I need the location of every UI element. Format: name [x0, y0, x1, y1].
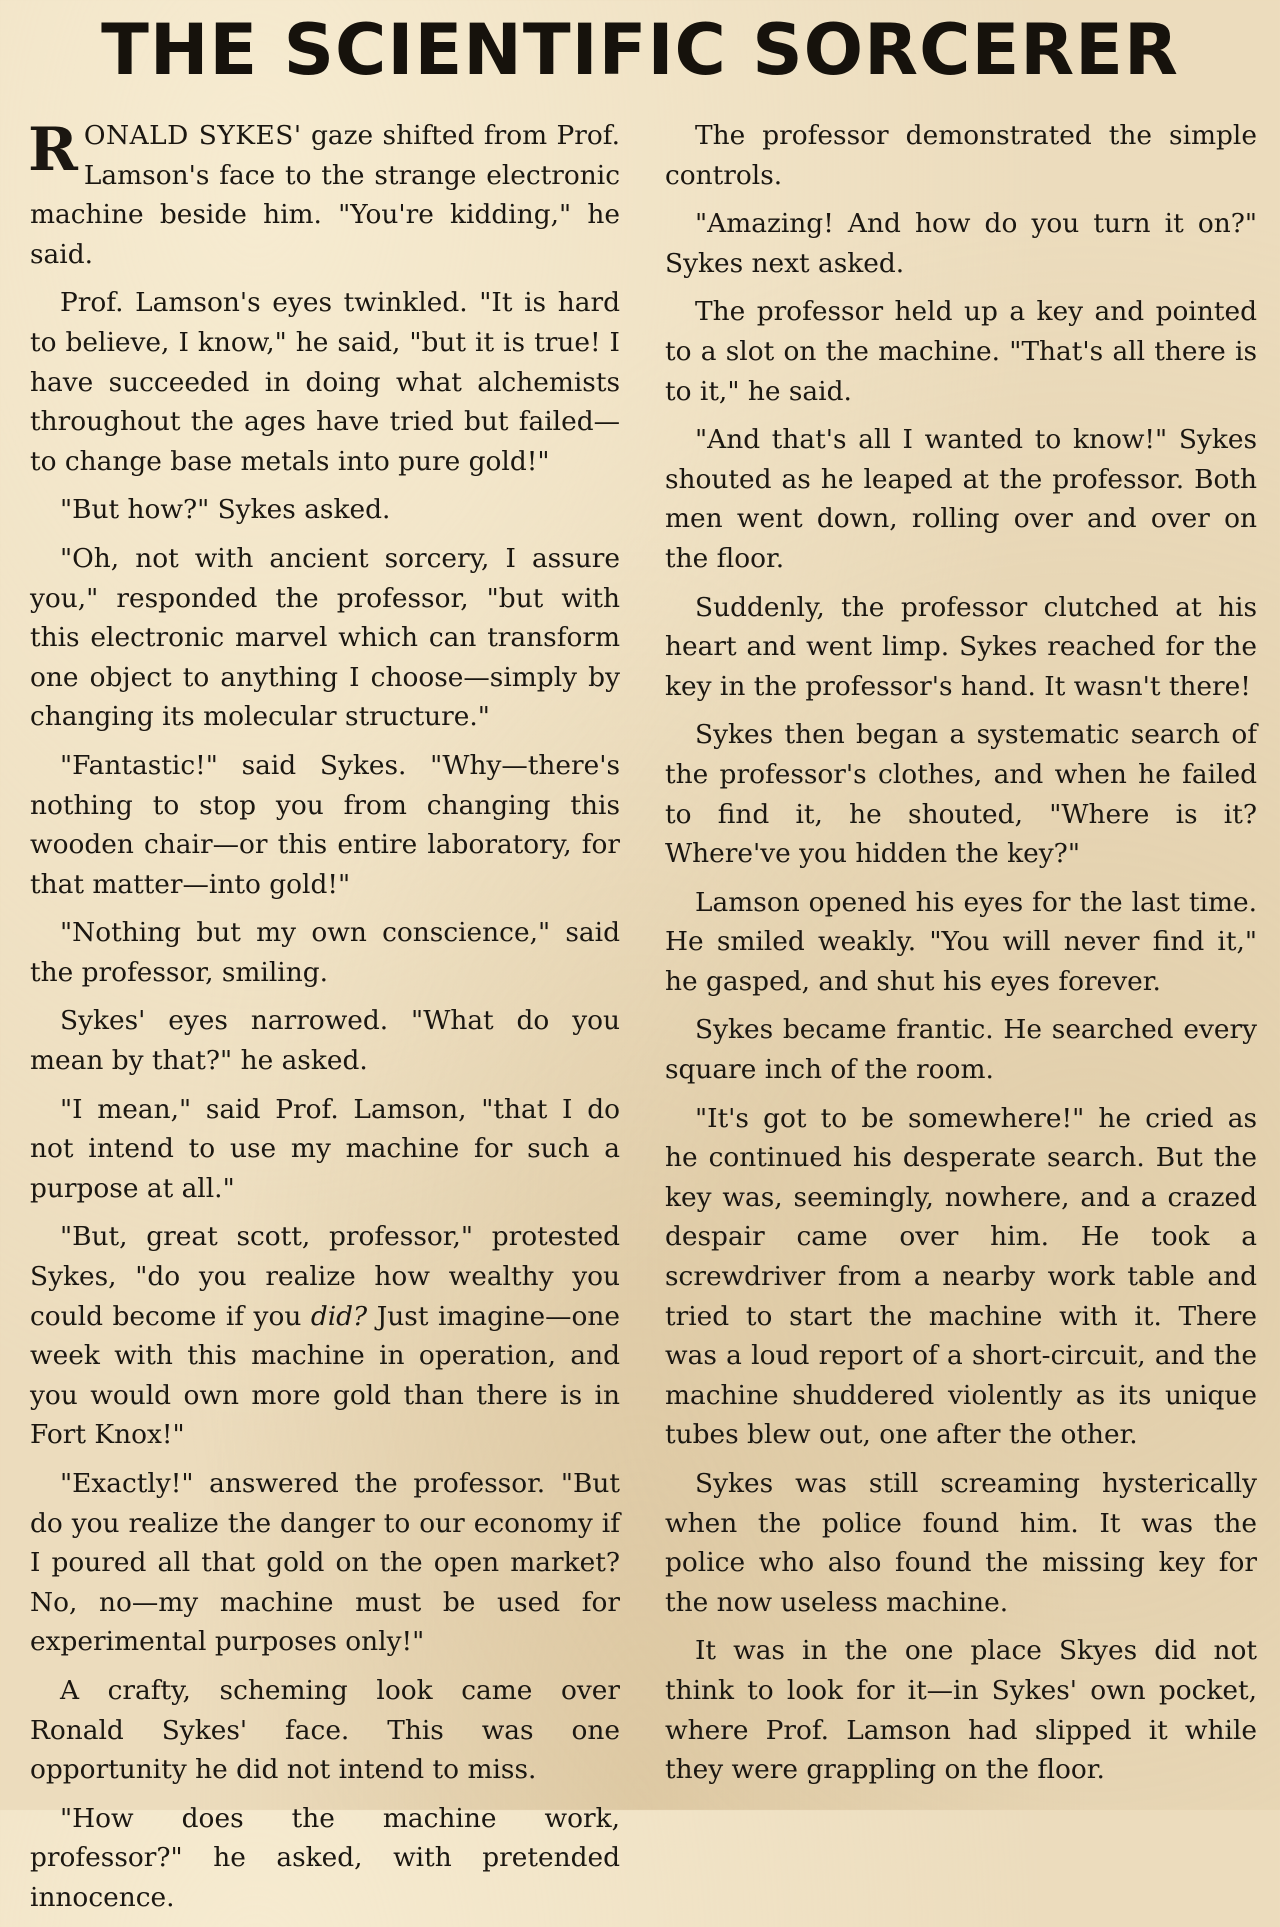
paragraph — [30, 1217, 620, 1455]
emphasis: did? — [310, 1300, 368, 1332]
paragraph: The professor held up a key and pointed to a slot on the machine. "That's all there is to it," he said. — [665, 296, 1257, 407]
paragraph: "Nothing but my own conscience," said the professor, smiling. — [30, 917, 620, 988]
paragraph-opening — [30, 116, 620, 274]
story-title: THE SCIENTIFIC SORCERER — [101, 9, 1179, 91]
paragraph: Prof. Lamson's eyes twinkled. "It is hard to believe, I know," he said, "but it is true! I have succeeded in doing what alchemists throughout the ages have tried but failed—to change base metals into pure gold!" — [30, 287, 620, 477]
paragraph: Sykes became frantic. He searched every square inch of the room. — [665, 1014, 1257, 1086]
paragraph: "And that's all I wanted to know!" Sykes shouted as he leaped at the professor. Both men went down, rolling over and over on the floor. — [665, 424, 1257, 574]
paragraph-part: Just imagine—one week with this machine in operation, and you would own more gold than there is in Fort Knox!" — [30, 1300, 620, 1451]
right-column — [665, 116, 1257, 1799]
paragraph: "Amazing! And how do you turn it on?" Sykes next asked. — [665, 208, 1257, 279]
paragraph: Sykes then began a systematic search of the professor's clothes, and when he failed to find it, he shouted, "Where is it? Where've you hidden the key?" — [665, 719, 1257, 870]
paragraph: A crafty, scheming look came over Ronald Sykes' face. This was one opportunity he did not intend to miss. — [30, 1674, 620, 1786]
paragraph: Sykes was still screaming hysterically when the police found him. It was the police who also found the missing key for the now useless machine. — [665, 1468, 1257, 1618]
drop-cap: R — [28, 115, 78, 185]
paragraph: Suddenly, the professor clutched at his heart and went limp. Sykes reached for the key in the professor's hand. It wasn't there! — [665, 591, 1257, 702]
paragraph-part: "But, great scott, professor," protested Sykes, "do you realize how wealthy you could become if you — [30, 1221, 620, 1332]
paragraph: "Exactly!" answered the professor. "But do you realize the danger to our economy if I poured all that gold on the open market? No, no—my machine must be used for experimental purposes only!" — [30, 1468, 620, 1658]
paragraph: "How does the machine work, professor?" he asked, with pretended innocence. — [30, 1802, 620, 1913]
paragraph: "I mean," said Prof. Lamson, "that I do not intend to use my machine for such a purpose at all." — [30, 1093, 620, 1204]
paragraph: Lamson opened his eyes for the last time. He smiled weakly. "You will never find it," he gasped, and shut his eyes forever. — [665, 886, 1257, 997]
paragraph: "But how?" Sykes asked. — [60, 494, 391, 526]
paragraph: The professor demonstrated the simple controls. — [665, 120, 1257, 191]
paragraph: "It's got to be somewhere!" he cried as he continued his desperate search. But the key was, seemingly, nowhere, and a crazed despair came over him. He took a screwdriver from a nearby work table and tried to start the machine with it. There was a loud report of a short-circuit, and the machine shuddered violently as its unique tubes blew out, one after the other. — [665, 1102, 1257, 1451]
left-column — [30, 116, 620, 1927]
paragraph: "Oh, not with ancient sorcery, I assure you," responded the professor, "but with this electronic marvel which can transform one object to anything I choose—simply by changing its molecular structure." — [30, 542, 620, 733]
opening-name: ONALD SYKES' — [83, 120, 302, 151]
opening-text: gaze shifted from Prof. Lamson's face to the strange electronic machine beside him. "You're kidding," he said. — [30, 120, 620, 270]
paragraph: "Fantastic!" said Sykes. "Why—there's nothing to stop you from changing this wooden chair—or this entire laboratory, for that matter—into gold!" — [30, 749, 620, 900]
paragraph: It was in the one place Skyes did not think to look for it—in Sykes' own pocket, where Prof. Lamson had slipped it while they were grappling on the floor. — [665, 1635, 1257, 1786]
paragraph: Sykes' eyes narrowed. "What do you mean by that?" he asked. — [30, 1005, 620, 1077]
